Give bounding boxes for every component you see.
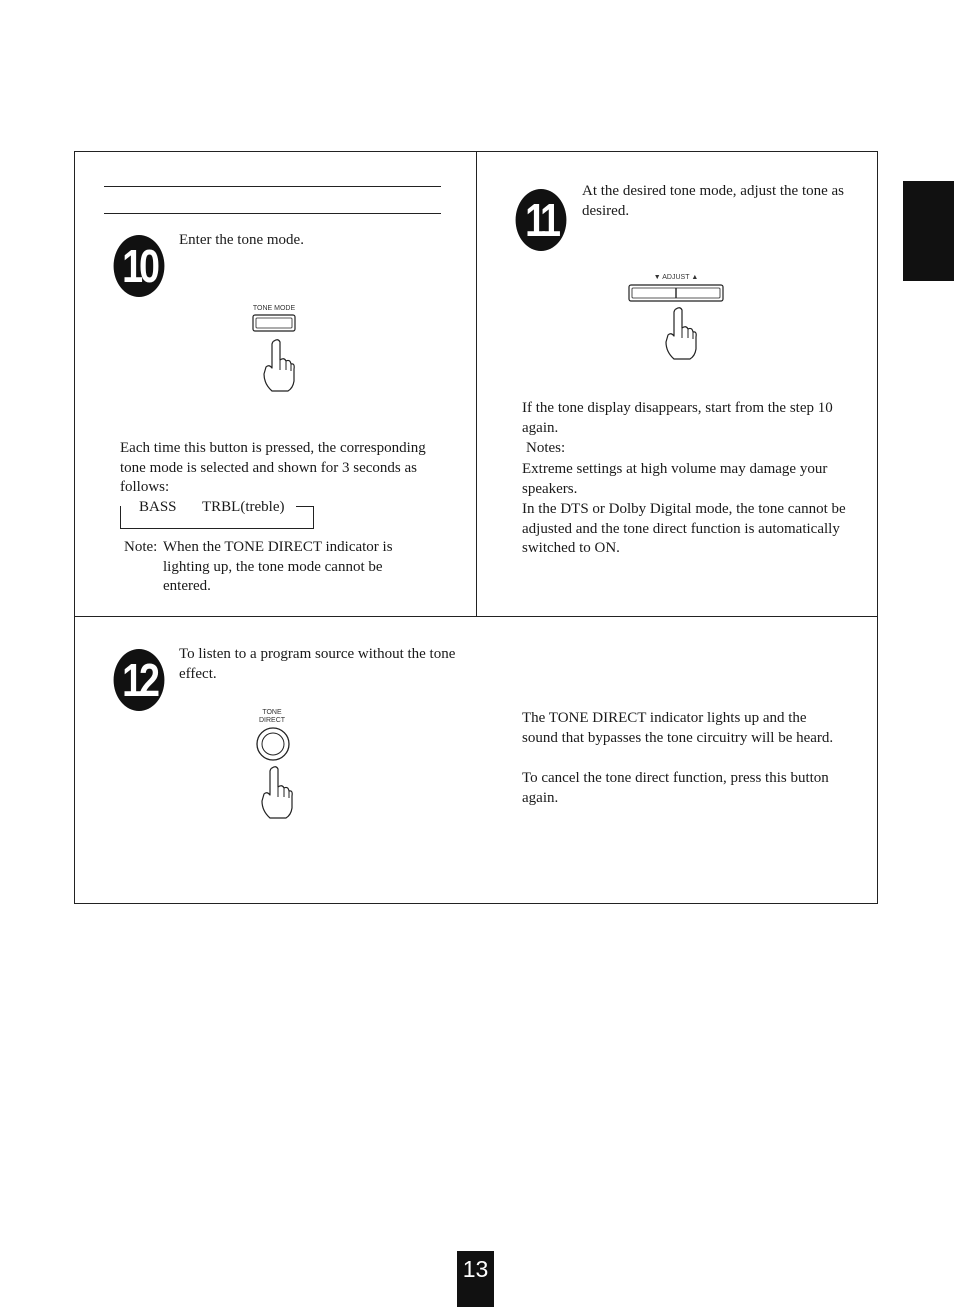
adjust-label-row — [645, 274, 707, 282]
adjust-up-arrow-icon: ▲ — [691, 274, 699, 281]
page-number: 13 — [457, 1251, 494, 1307]
adjust-rocker-button[interactable] — [628, 284, 724, 302]
step-11-note-1: Extreme settings at high volume may damage your speakers. — [522, 461, 828, 497]
step-11-instruction: At the desired tone mode, adjust the tone as desired. — [582, 183, 845, 219]
tone-mode-label: TONE MODE — [252, 305, 296, 312]
tone-sequence-arrow-line — [296, 506, 314, 507]
step-10-note-label: Note: — [124, 539, 158, 555]
title-rule-bottom — [104, 213, 441, 214]
adjust-down-arrow-icon: ▼ — [653, 274, 661, 281]
step-11-notes-heading: Notes: — [526, 440, 566, 456]
step-11-badge: 11 — [516, 189, 567, 251]
adjust-label: ADJUST — [662, 274, 690, 281]
tone-direct-label-line-1: TONE — [262, 709, 282, 716]
pointing-hand-icon — [260, 338, 296, 394]
row-divider — [74, 616, 878, 617]
step-10-description: Each time this button is pressed, the corresponding tone mode is selected and shown for 3 seconds as follows: — [120, 440, 426, 495]
step-10-note-body: When the TONE DIRECT indicator is lighting up, the tone mode cannot be entered. — [163, 539, 393, 594]
section-tab — [903, 181, 954, 281]
step-10-note-text — [163, 538, 433, 597]
tone-direct-label-line-2: DIRECT — [258, 717, 286, 724]
title-rule-top — [104, 186, 441, 187]
step-12-badge: 12 — [114, 649, 165, 711]
column-divider — [476, 151, 477, 616]
pointing-hand-icon — [258, 765, 294, 821]
sequence-item-treble: TRBL(treble) — [202, 499, 285, 515]
step-11-note-2: In the DTS or Dolby Digital mode, the tone cannot be adjusted and the tone direct function is automatically switched to ON. — [522, 501, 846, 556]
tone-direct-button[interactable] — [255, 726, 291, 762]
sequence-item-bass: BASS — [139, 499, 177, 515]
step-12-cancel: To cancel the tone direct function, press this button again. — [522, 770, 829, 806]
step-12-instruction: To listen to a program source without the tone effect. — [179, 646, 456, 682]
pointing-hand-icon — [662, 306, 698, 362]
tone-mode-button[interactable] — [252, 314, 296, 332]
step-10-instruction: Enter the tone mode. — [179, 232, 304, 248]
step-10-badge: 10 — [114, 235, 165, 297]
tone-direct-label — [250, 709, 294, 725]
step-11-info: If the tone display disappears, start from the step 10 again. — [522, 400, 833, 436]
step-12-result: The TONE DIRECT indicator lights up and the sound that bypasses the tone circuitry will be heard. — [522, 710, 834, 746]
